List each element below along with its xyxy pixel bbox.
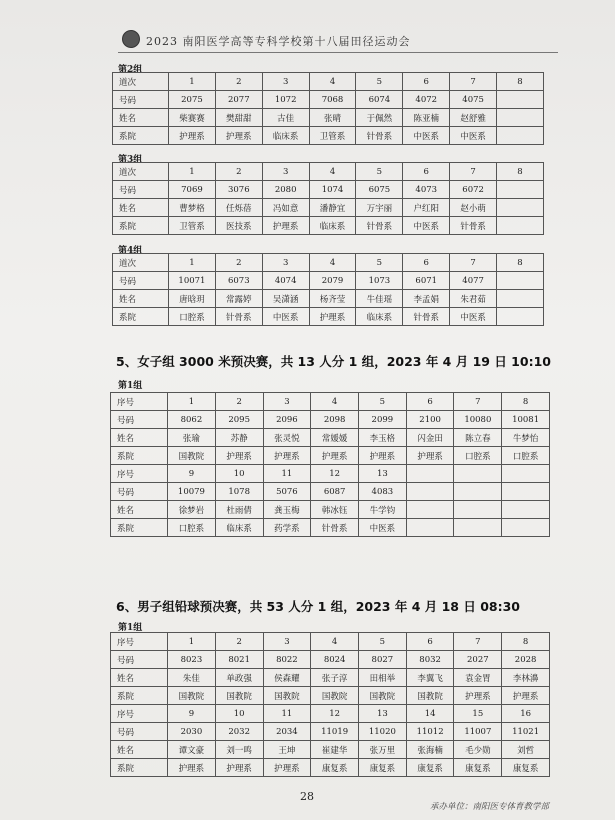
table-cell: 8022 (263, 651, 311, 669)
table-cell: 国教院 (406, 687, 454, 705)
row-header-cell: 姓名 (113, 199, 169, 217)
table-row (113, 199, 544, 217)
table-cell: 护理系 (502, 687, 550, 705)
row-header-cell: 号码 (113, 91, 169, 109)
table-cell: 2027 (454, 651, 502, 669)
table-cell: 侯森耀 (263, 669, 311, 687)
section-6-title: 6、男子组铅球预决赛，共 53 人分 1 组，2023 年 4 月 18 日 08:30 (116, 599, 520, 614)
table-cell: 康复系 (311, 759, 359, 777)
table-cell: 张万里 (359, 741, 407, 759)
table-row (113, 91, 544, 109)
table-cell: 8062 (168, 411, 216, 429)
table-cell: 6073 (215, 272, 262, 290)
row-header-cell: 序号 (111, 633, 168, 651)
table-cell: 护理系 (454, 687, 502, 705)
table-cell: 护理系 (263, 759, 311, 777)
row-header-cell: 号码 (111, 651, 168, 669)
table-cell: 2030 (168, 723, 216, 741)
table-cell (497, 217, 544, 235)
table-cell: 1074 (309, 181, 356, 199)
table-cell: 中医系 (403, 217, 450, 235)
section-6-table (110, 632, 550, 777)
table-cell: 针骨系 (356, 217, 403, 235)
table-cell: 针骨系 (450, 217, 497, 235)
table-cell (454, 465, 502, 483)
table-cell: 牛佳瑶 (356, 290, 403, 308)
table-row (113, 73, 544, 91)
table-cell: 5 (356, 254, 403, 272)
table-cell: 10079 (168, 483, 216, 501)
table-cell: 口腔系 (169, 308, 216, 326)
row-header-cell: 姓名 (111, 669, 168, 687)
table-cell: 1 (168, 633, 216, 651)
table-cell: 2080 (262, 181, 309, 199)
table-cell: 朱君茹 (450, 290, 497, 308)
table-cell: 7 (454, 393, 502, 411)
table-cell (502, 465, 550, 483)
row-header-cell: 姓名 (113, 290, 169, 308)
table-cell (497, 308, 544, 326)
table-cell: 护理系 (311, 447, 359, 465)
table-row (113, 163, 544, 181)
footer-text: 承办单位：南阳医专体育教学部 (430, 802, 550, 812)
table-cell: 护理系 (169, 127, 216, 145)
table-cell (454, 501, 502, 519)
table-cell: 张晴 (309, 109, 356, 127)
table-cell: 5076 (263, 483, 311, 501)
table-cell: 4 (309, 163, 356, 181)
table-cell: 国教院 (168, 687, 216, 705)
table-cell (406, 465, 454, 483)
table-cell: 国教院 (215, 687, 263, 705)
row-header-cell: 号码 (113, 272, 169, 290)
table-row (111, 447, 550, 465)
table-cell: 刘一鸣 (215, 741, 263, 759)
table-cell: 7 (454, 633, 502, 651)
table-cell (497, 127, 544, 145)
table-cell: 3 (262, 254, 309, 272)
table-cell: 2079 (309, 272, 356, 290)
table-cell: 医技系 (215, 217, 262, 235)
row-header-cell: 姓名 (111, 501, 168, 519)
table-cell: 护理系 (263, 447, 311, 465)
table-cell: 6 (403, 73, 450, 91)
table-cell: 唐晗玥 (169, 290, 216, 308)
table-cell: 10080 (454, 411, 502, 429)
table-row (111, 741, 550, 759)
table-cell: 中医系 (359, 519, 407, 537)
table-cell: 11007 (454, 723, 502, 741)
row-header-cell: 系院 (111, 759, 168, 777)
table-cell: 1073 (356, 272, 403, 290)
table-cell: 4073 (403, 181, 450, 199)
row-header-cell: 姓名 (113, 109, 169, 127)
table-row (111, 519, 550, 537)
row-header-cell: 号码 (111, 411, 168, 429)
table-cell: 11021 (502, 723, 550, 741)
table-cell: 苏静 (215, 429, 263, 447)
table-cell: 3 (263, 393, 311, 411)
table-cell (497, 181, 544, 199)
table-cell: 田相举 (359, 669, 407, 687)
row-header-cell: 序号 (111, 465, 168, 483)
table-cell: 古佳 (262, 109, 309, 127)
table-cell: 1 (169, 73, 216, 91)
table-cell: 国教院 (359, 687, 407, 705)
table-cell: 护理系 (215, 447, 263, 465)
table-cell: 10 (215, 465, 263, 483)
table-cell: 护理系 (215, 127, 262, 145)
table-cell: 7 (450, 254, 497, 272)
table-cell: 6074 (356, 91, 403, 109)
table-cell: 刘哲 (502, 741, 550, 759)
table-cell: 6 (406, 393, 454, 411)
table-row (111, 501, 550, 519)
table-cell: 6 (406, 633, 454, 651)
table-cell: 3 (262, 73, 309, 91)
table-cell: 4 (311, 393, 359, 411)
table-cell: 杨齐莹 (309, 290, 356, 308)
table-cell: 7 (450, 163, 497, 181)
row-header-cell: 道次 (113, 73, 169, 91)
table-cell: 3 (262, 163, 309, 181)
group-label-2: 第2组 (118, 65, 143, 75)
table-cell: 康复系 (359, 759, 407, 777)
table-cell: 16 (502, 705, 550, 723)
table-cell: 10 (215, 705, 263, 723)
table-cell: 卫管系 (169, 217, 216, 235)
table-cell: 口腔系 (454, 447, 502, 465)
table-cell: 8 (497, 163, 544, 181)
table-cell: 8032 (406, 651, 454, 669)
table-cell: 8 (497, 73, 544, 91)
table-cell: 王坤 (263, 741, 311, 759)
table-cell: 2028 (502, 651, 550, 669)
table-cell: 2 (215, 163, 262, 181)
table-cell: 2095 (215, 411, 263, 429)
table-cell: 张瑜 (168, 429, 216, 447)
table-cell: 曹梦格 (169, 199, 216, 217)
table-cell: 常媛媛 (311, 429, 359, 447)
table-cell: 国教院 (311, 687, 359, 705)
table-cell: 国教院 (168, 447, 216, 465)
table-cell: 中医系 (450, 308, 497, 326)
table-cell: 口腔系 (168, 519, 216, 537)
table-cell: 柴赛赛 (169, 109, 216, 127)
table-cell: 中医系 (403, 127, 450, 145)
table-row (113, 181, 544, 199)
table-cell: 8027 (359, 651, 407, 669)
table-cell: 6075 (356, 181, 403, 199)
table-row (113, 272, 544, 290)
table-cell: 4 (309, 73, 356, 91)
table-row (111, 705, 550, 723)
table-cell: 1 (169, 163, 216, 181)
table-cell: 6072 (450, 181, 497, 199)
table-cell (502, 501, 550, 519)
table-cell: 4075 (450, 91, 497, 109)
table-row (111, 651, 550, 669)
page-header (118, 28, 558, 53)
table-cell: 李翼飞 (406, 669, 454, 687)
table-cell: 护理系 (168, 759, 216, 777)
section-5-group-label: 第1组 (118, 381, 143, 391)
table-cell: 8024 (311, 651, 359, 669)
table-cell: 14 (406, 705, 454, 723)
table-row (111, 633, 550, 651)
table-cell: 8023 (168, 651, 216, 669)
row-header-cell: 系院 (113, 217, 169, 235)
table-cell: 2099 (359, 411, 407, 429)
group-2-table (112, 72, 544, 145)
table-cell: 8 (502, 633, 550, 651)
table-cell: 张灵悦 (263, 429, 311, 447)
table-cell: 李孟娟 (403, 290, 450, 308)
table-cell: 8 (502, 393, 550, 411)
table-cell: 牛梦怡 (502, 429, 550, 447)
table-cell: 韩冰钰 (311, 501, 359, 519)
table-cell: 樊甜甜 (215, 109, 262, 127)
table-cell: 11 (263, 705, 311, 723)
table-cell: 2098 (311, 411, 359, 429)
row-header-cell: 系院 (111, 447, 168, 465)
table-cell: 4077 (450, 272, 497, 290)
table-cell: 2034 (263, 723, 311, 741)
table-cell: 7 (450, 73, 497, 91)
table-row (113, 109, 544, 127)
table-row (111, 411, 550, 429)
row-header-cell: 序号 (111, 393, 168, 411)
table-row (111, 393, 550, 411)
table-cell: 2077 (215, 91, 262, 109)
table-cell: 临床系 (309, 217, 356, 235)
section-6-group-label: 第1组 (118, 623, 143, 633)
table-cell: 2 (215, 254, 262, 272)
row-header-cell: 姓名 (111, 429, 168, 447)
table-cell: 2032 (215, 723, 263, 741)
table-cell (406, 519, 454, 537)
table-cell: 针骨系 (311, 519, 359, 537)
table-cell: 牛学钧 (359, 501, 407, 519)
row-header-cell: 道次 (113, 254, 169, 272)
group-label-4: 第4组 (118, 246, 143, 256)
table-cell (497, 109, 544, 127)
table-cell: 1072 (262, 91, 309, 109)
row-header-cell: 系院 (111, 519, 168, 537)
school-logo-icon (122, 30, 140, 48)
section-5-table (110, 392, 550, 537)
table-cell: 5 (359, 393, 407, 411)
table-cell: 6087 (311, 483, 359, 501)
table-cell: 4 (309, 254, 356, 272)
table-cell: 中医系 (450, 127, 497, 145)
table-cell: 11019 (311, 723, 359, 741)
table-cell: 任烁蓓 (215, 199, 262, 217)
table-cell: 12 (311, 465, 359, 483)
table-cell: 1 (169, 254, 216, 272)
table-cell: 13 (359, 465, 407, 483)
table-cell: 朱佳 (168, 669, 216, 687)
table-cell: 赵小萌 (450, 199, 497, 217)
table-cell: 闪金田 (406, 429, 454, 447)
table-cell: 11012 (406, 723, 454, 741)
table-cell (406, 501, 454, 519)
table-row (113, 290, 544, 308)
page-number: 28 (300, 790, 314, 803)
table-cell: 张海楠 (406, 741, 454, 759)
table-cell: 1078 (215, 483, 263, 501)
table-cell (497, 290, 544, 308)
table-cell (502, 519, 550, 537)
row-header-cell: 号码 (111, 723, 168, 741)
table-cell: 临床系 (356, 308, 403, 326)
section-5-title: 5、女子组 3000 米预决赛，共 13 人分 1 组，2023 年 4 月 19 日 10:10 (116, 354, 551, 369)
table-cell: 卫管系 (309, 127, 356, 145)
table-cell: 临床系 (262, 127, 309, 145)
table-cell (497, 91, 544, 109)
table-cell: 2 (215, 393, 263, 411)
table-cell: 4083 (359, 483, 407, 501)
table-cell: 张子淳 (311, 669, 359, 687)
table-cell: 吴潇涵 (262, 290, 309, 308)
row-header-cell: 号码 (111, 483, 168, 501)
table-cell: 8021 (215, 651, 263, 669)
table-row (111, 669, 550, 687)
table-cell (497, 199, 544, 217)
table-cell: 毛少勋 (454, 741, 502, 759)
table-cell: 康复系 (454, 759, 502, 777)
table-cell: 针骨系 (215, 308, 262, 326)
table-cell: 7069 (169, 181, 216, 199)
row-header-cell: 序号 (111, 705, 168, 723)
table-cell: 潘静宜 (309, 199, 356, 217)
table-cell: 11020 (359, 723, 407, 741)
table-row (113, 217, 544, 235)
table-cell: 口腔系 (502, 447, 550, 465)
table-row (113, 127, 544, 145)
table-cell: 袁金胃 (454, 669, 502, 687)
table-cell (502, 483, 550, 501)
table-cell: 5 (359, 633, 407, 651)
table-cell: 11 (263, 465, 311, 483)
table-cell (497, 272, 544, 290)
table-cell: 陈亚楠 (403, 109, 450, 127)
table-cell: 2 (215, 73, 262, 91)
table-cell: 陈立春 (454, 429, 502, 447)
table-cell: 护理系 (359, 447, 407, 465)
table-cell: 康复系 (502, 759, 550, 777)
table-cell: 9 (168, 705, 216, 723)
row-header-cell: 系院 (113, 308, 169, 326)
table-cell: 4 (311, 633, 359, 651)
table-cell: 针骨系 (356, 127, 403, 145)
table-cell: 9 (168, 465, 216, 483)
table-cell: 3076 (215, 181, 262, 199)
table-cell: 8 (497, 254, 544, 272)
table-row (113, 308, 544, 326)
table-cell: 3 (263, 633, 311, 651)
table-cell: 中医系 (262, 308, 309, 326)
row-header-cell: 姓名 (111, 741, 168, 759)
table-cell: 护理系 (215, 759, 263, 777)
table-cell: 李林濞 (502, 669, 550, 687)
table-cell: 杜雨倩 (215, 501, 263, 519)
row-header-cell: 号码 (113, 181, 169, 199)
header-title: 2023 南阳医学高等专科学校第十八届田径运动会 (146, 35, 411, 48)
table-cell: 7068 (309, 91, 356, 109)
group-label-3: 第3组 (118, 155, 143, 165)
table-cell: 冯如意 (262, 199, 309, 217)
row-header-cell: 系院 (111, 687, 168, 705)
table-cell: 2100 (406, 411, 454, 429)
table-cell: 单政强 (215, 669, 263, 687)
table-cell: 15 (454, 705, 502, 723)
table-cell (454, 519, 502, 537)
table-row (113, 254, 544, 272)
table-cell: 临床系 (215, 519, 263, 537)
table-cell: 护理系 (406, 447, 454, 465)
table-cell: 护理系 (309, 308, 356, 326)
table-cell: 4074 (262, 272, 309, 290)
table-cell: 6071 (403, 272, 450, 290)
table-cell: 崔建华 (311, 741, 359, 759)
table-cell: 5 (356, 163, 403, 181)
table-cell: 药学系 (263, 519, 311, 537)
table-cell: 6 (403, 254, 450, 272)
table-cell: 12 (311, 705, 359, 723)
table-cell: 万宇丽 (356, 199, 403, 217)
table-cell: 针骨系 (403, 308, 450, 326)
group-4-table (112, 253, 544, 326)
table-cell (454, 483, 502, 501)
table-cell: 户红阳 (403, 199, 450, 217)
table-cell: 龚玉梅 (263, 501, 311, 519)
table-row (111, 429, 550, 447)
table-cell: 5 (356, 73, 403, 91)
table-cell: 护理系 (262, 217, 309, 235)
table-cell: 李玉格 (359, 429, 407, 447)
table-cell: 10081 (502, 411, 550, 429)
row-header-cell: 道次 (113, 163, 169, 181)
table-cell: 6 (403, 163, 450, 181)
table-cell: 赵舒雅 (450, 109, 497, 127)
table-cell: 徐梦岩 (168, 501, 216, 519)
table-cell: 康复系 (406, 759, 454, 777)
table-row (111, 483, 550, 501)
table-row (111, 465, 550, 483)
table-cell: 国教院 (263, 687, 311, 705)
table-cell: 4072 (403, 91, 450, 109)
table-row (111, 759, 550, 777)
table-cell: 2096 (263, 411, 311, 429)
table-cell: 2 (215, 633, 263, 651)
table-cell: 1 (168, 393, 216, 411)
table-cell: 谭文豪 (168, 741, 216, 759)
table-row (111, 687, 550, 705)
table-cell: 10071 (169, 272, 216, 290)
table-cell: 2075 (169, 91, 216, 109)
table-row (111, 723, 550, 741)
table-cell: 于佩然 (356, 109, 403, 127)
table-cell (406, 483, 454, 501)
group-3-table (112, 162, 544, 235)
table-cell: 13 (359, 705, 407, 723)
row-header-cell: 系院 (113, 127, 169, 145)
table-cell: 常露婷 (215, 290, 262, 308)
